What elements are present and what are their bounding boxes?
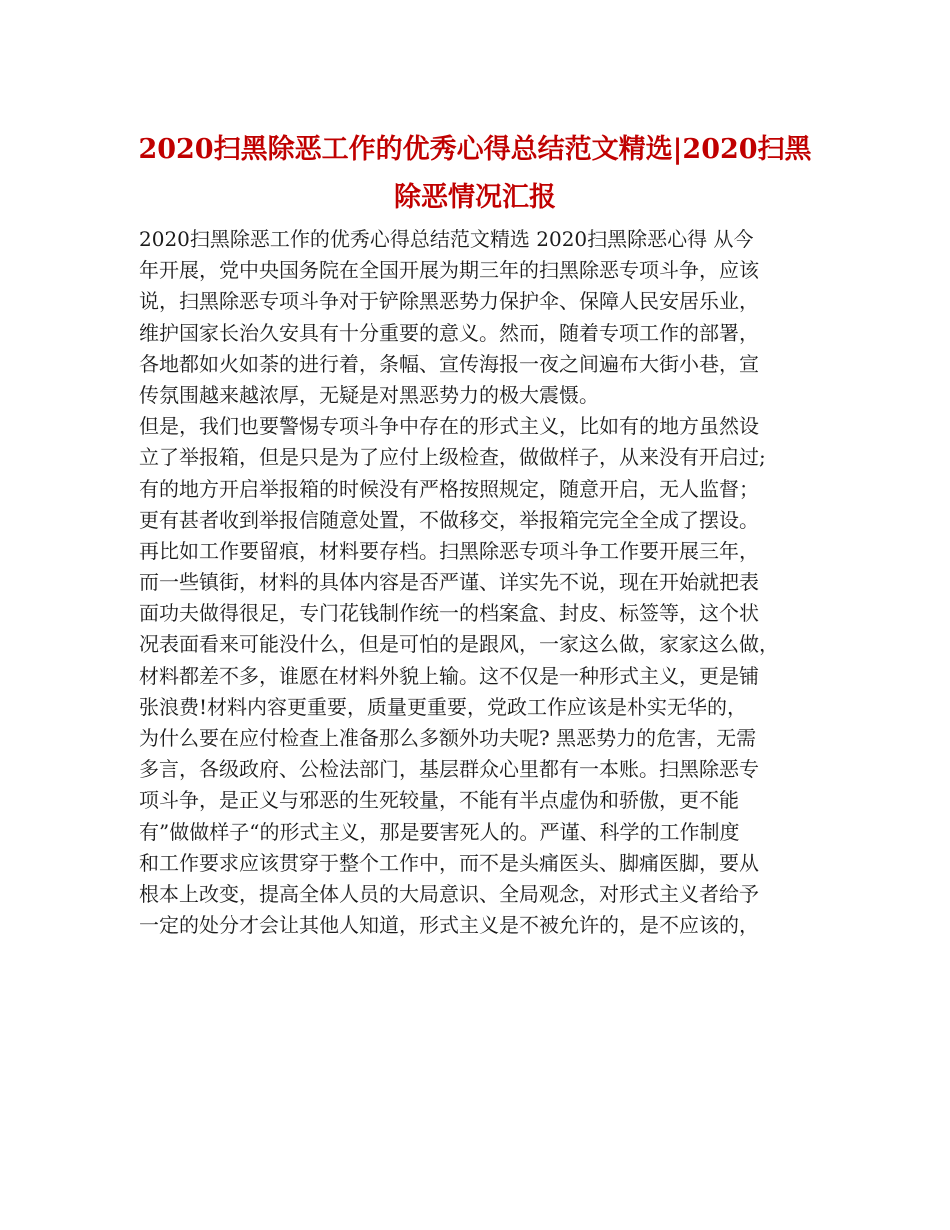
body-line: 一定的处分才会让其他人知道，形式主义是不被允许的，是不应该的， [139,913,759,938]
body-line: 各地都如火如荼的进行着，条幅、宣传海报一夜之间遍布大街小巷，宣 [139,351,759,376]
body-line: 传氛围越来越浓厚，无疑是对黑恶势力的极大震慑。 [139,382,599,407]
body-line: 根本上改变，提高全体人员的大局意识、全局观念，对形式主义者给予 [139,881,759,906]
body-line: 维护国家长治久安具有十分重要的意义。然而，随着专项工作的部署， [139,320,759,345]
body-line: 而一些镇街，材料的具体内容是否严谨、详实先不说，现在开始就把表 [139,570,759,595]
body-line: 材料都差不多，谁愿在材料外貌上输。这不仅是一种形式主义，更是铺 [139,663,759,688]
body-line: 多言，各级政府、公检法部门，基层群众心里都有一本账。扫黑除恶专 [139,757,759,782]
body-line: 立了举报箱，但是只是为了应付上级检查，做做样子，从来没有开启过; [139,445,766,470]
body-line: 有”做做样子“的形式主义，那是要害死人的。严谨、科学的工作制度 [139,819,740,844]
body-line: 面功夫做得很足，专门花钱制作统一的档案盒、封皮、标签等，这个状 [139,601,759,626]
body-line: 再比如工作要留痕，材料要存档。扫黑除恶专项斗争工作要开展三年， [139,538,759,563]
body-line: 2020扫黑除恶工作的优秀心得总结范文精选 2020扫黑除恶心得 从今 [139,227,754,251]
title-line-1: 2020扫黑除恶工作的优秀心得总结范文精选|2020扫黑 [138,134,812,165]
body-line: 年开展，党中央国务院在全国开展为期三年的扫黑除恶专项斗争，应该 [139,258,759,283]
body-line: 项斗争，是正义与邪恶的生死较量，不能有半点虚伪和骄傲，更不能 [139,788,739,813]
body-line: 但是，我们也要警惕专项斗争中存在的形式主义，比如有的地方虽然设 [139,414,759,439]
body-line: 有的地方开启举报箱的时候没有严格按照规定，随意开启，无人监督； [139,476,759,501]
body-line: 况表面看来可能没什么，但是可怕的是跟风，一家这么做，家家这么做， [139,632,779,657]
body-line: 和工作要求应该贯穿于整个工作中，而不是头痛医头、脚痛医脚，要从 [139,850,759,875]
body-line: 更有甚者收到举报信随意处置，不做移交，举报箱完完全全成了摆设。 [139,507,759,532]
document-title [120,126,830,222]
document-body [139,224,829,941]
title-line-2: 除恶情况汇报 [394,182,556,213]
body-line: 说，扫黑除恶专项斗争对于铲除黑恶势力保护伞、保障人民安居乐业， [139,289,759,314]
body-line: 张浪费!材料内容更重要，质量更重要，党政工作应该是朴实无华的， [139,694,748,719]
body-line: 为什么要在应付检查上准备那么多额外功夫呢? 黑恶势力的危害，无需 [139,726,757,750]
